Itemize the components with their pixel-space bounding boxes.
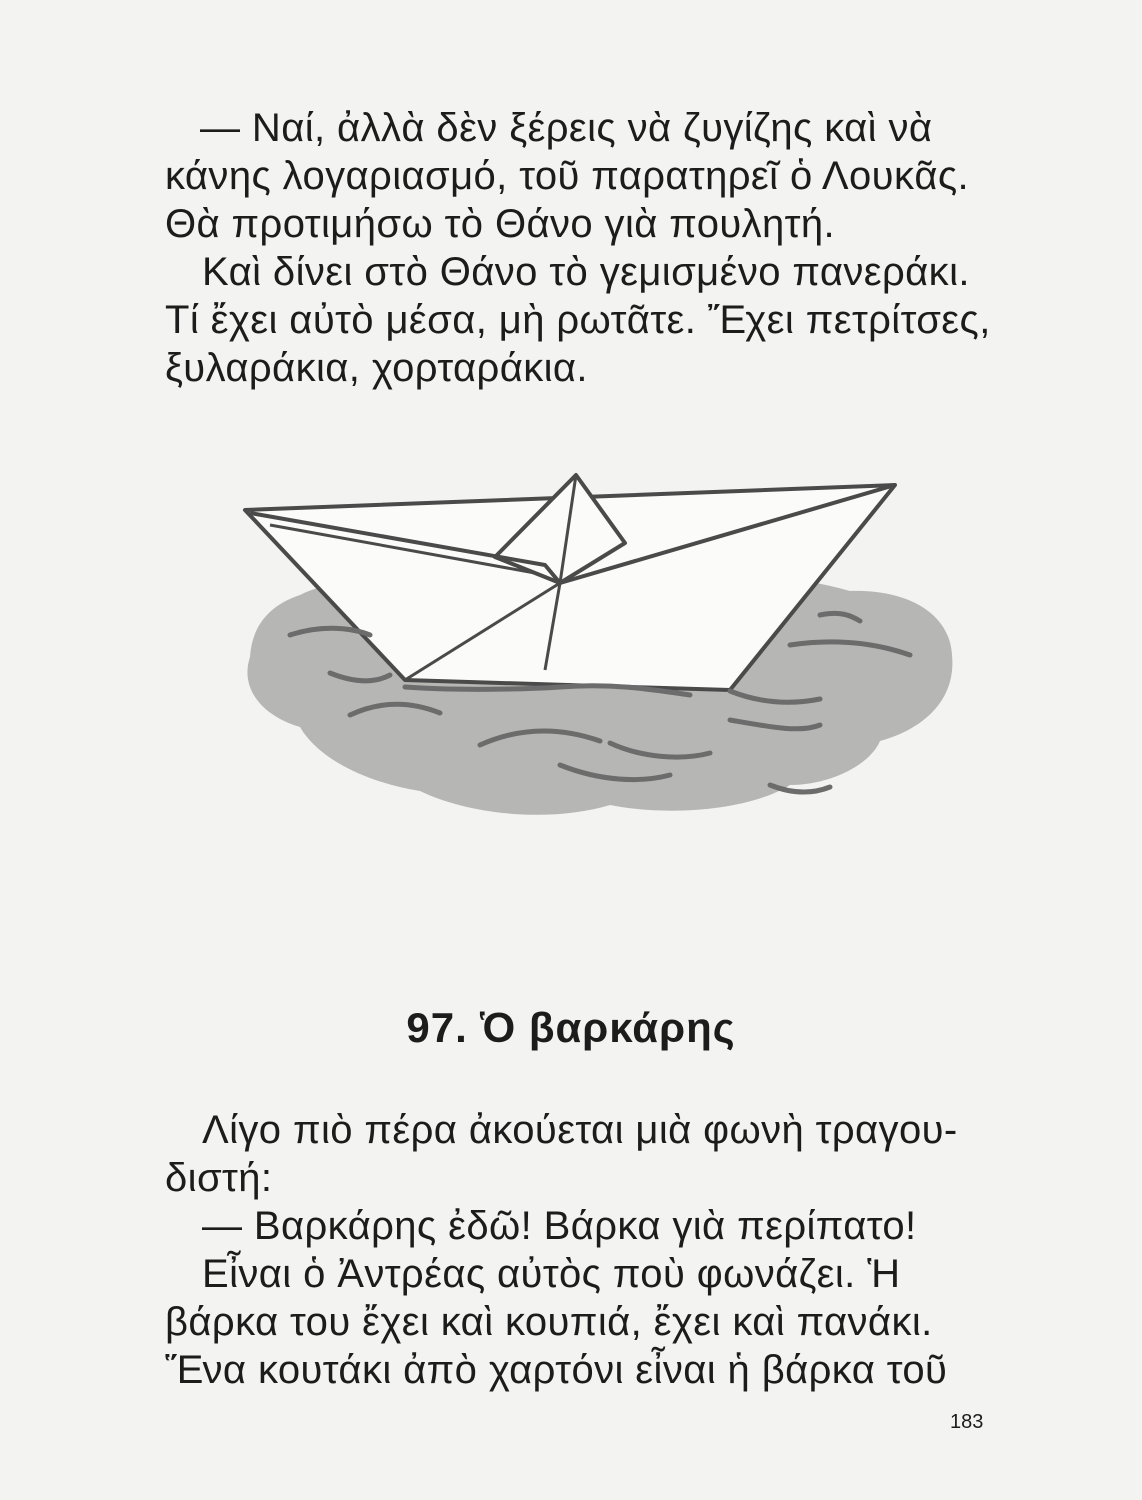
paragraph-line: Ἕνα κουτάκι ἀπὸ χαρτόνι εἶναι ἡ βάρκα τοῦ: [165, 1348, 948, 1392]
paragraph-line: κάνης λογαριασμό, τοῦ παρατηρεῖ ὁ Λουκᾶς.: [165, 154, 970, 198]
paragraph-line: ξυλαράκια, χορταράκια.: [165, 346, 588, 390]
paragraph-line: διστή:: [165, 1156, 273, 1200]
paragraph-line: Καὶ δίνει στὸ Θάνο τὸ γεμισμένο πανεράκι.: [202, 250, 970, 294]
paper-boat-on-water-icon: [230, 465, 960, 845]
paragraph-line: Εἶναι ὁ Ἀντρέας αὐτὸς ποὺ φωνάζει. Ἡ: [202, 1252, 901, 1296]
chapter-title: 97. Ὁ βαρκάρης: [406, 1004, 736, 1051]
paragraph-line: Θὰ προτιμήσω τὸ Θάνο γιὰ πουλητή.: [165, 202, 836, 246]
paragraph-line: — Βαρκάρης ἐδῶ! Βάρκα γιὰ περίπατο!: [202, 1204, 917, 1248]
page-number: 183: [950, 1411, 984, 1433]
paragraph-line: Τί ἔχει αὐτὸ μέσα, μὴ ρωτᾶτε. Ἔχει πετρίτσες,: [165, 298, 991, 342]
paragraph-line: — Ναί, ἀλλὰ δὲν ξέρεις νὰ ζυγίζης καὶ νὰ: [200, 106, 933, 150]
paragraph-line: βάρκα του ἔχει καὶ κουπιά, ἔχει καὶ πανάκι.: [165, 1300, 933, 1344]
paragraph-line: Λίγο πιὸ πέρα ἀκούεται μιὰ φωνὴ τραγου-: [202, 1108, 958, 1152]
